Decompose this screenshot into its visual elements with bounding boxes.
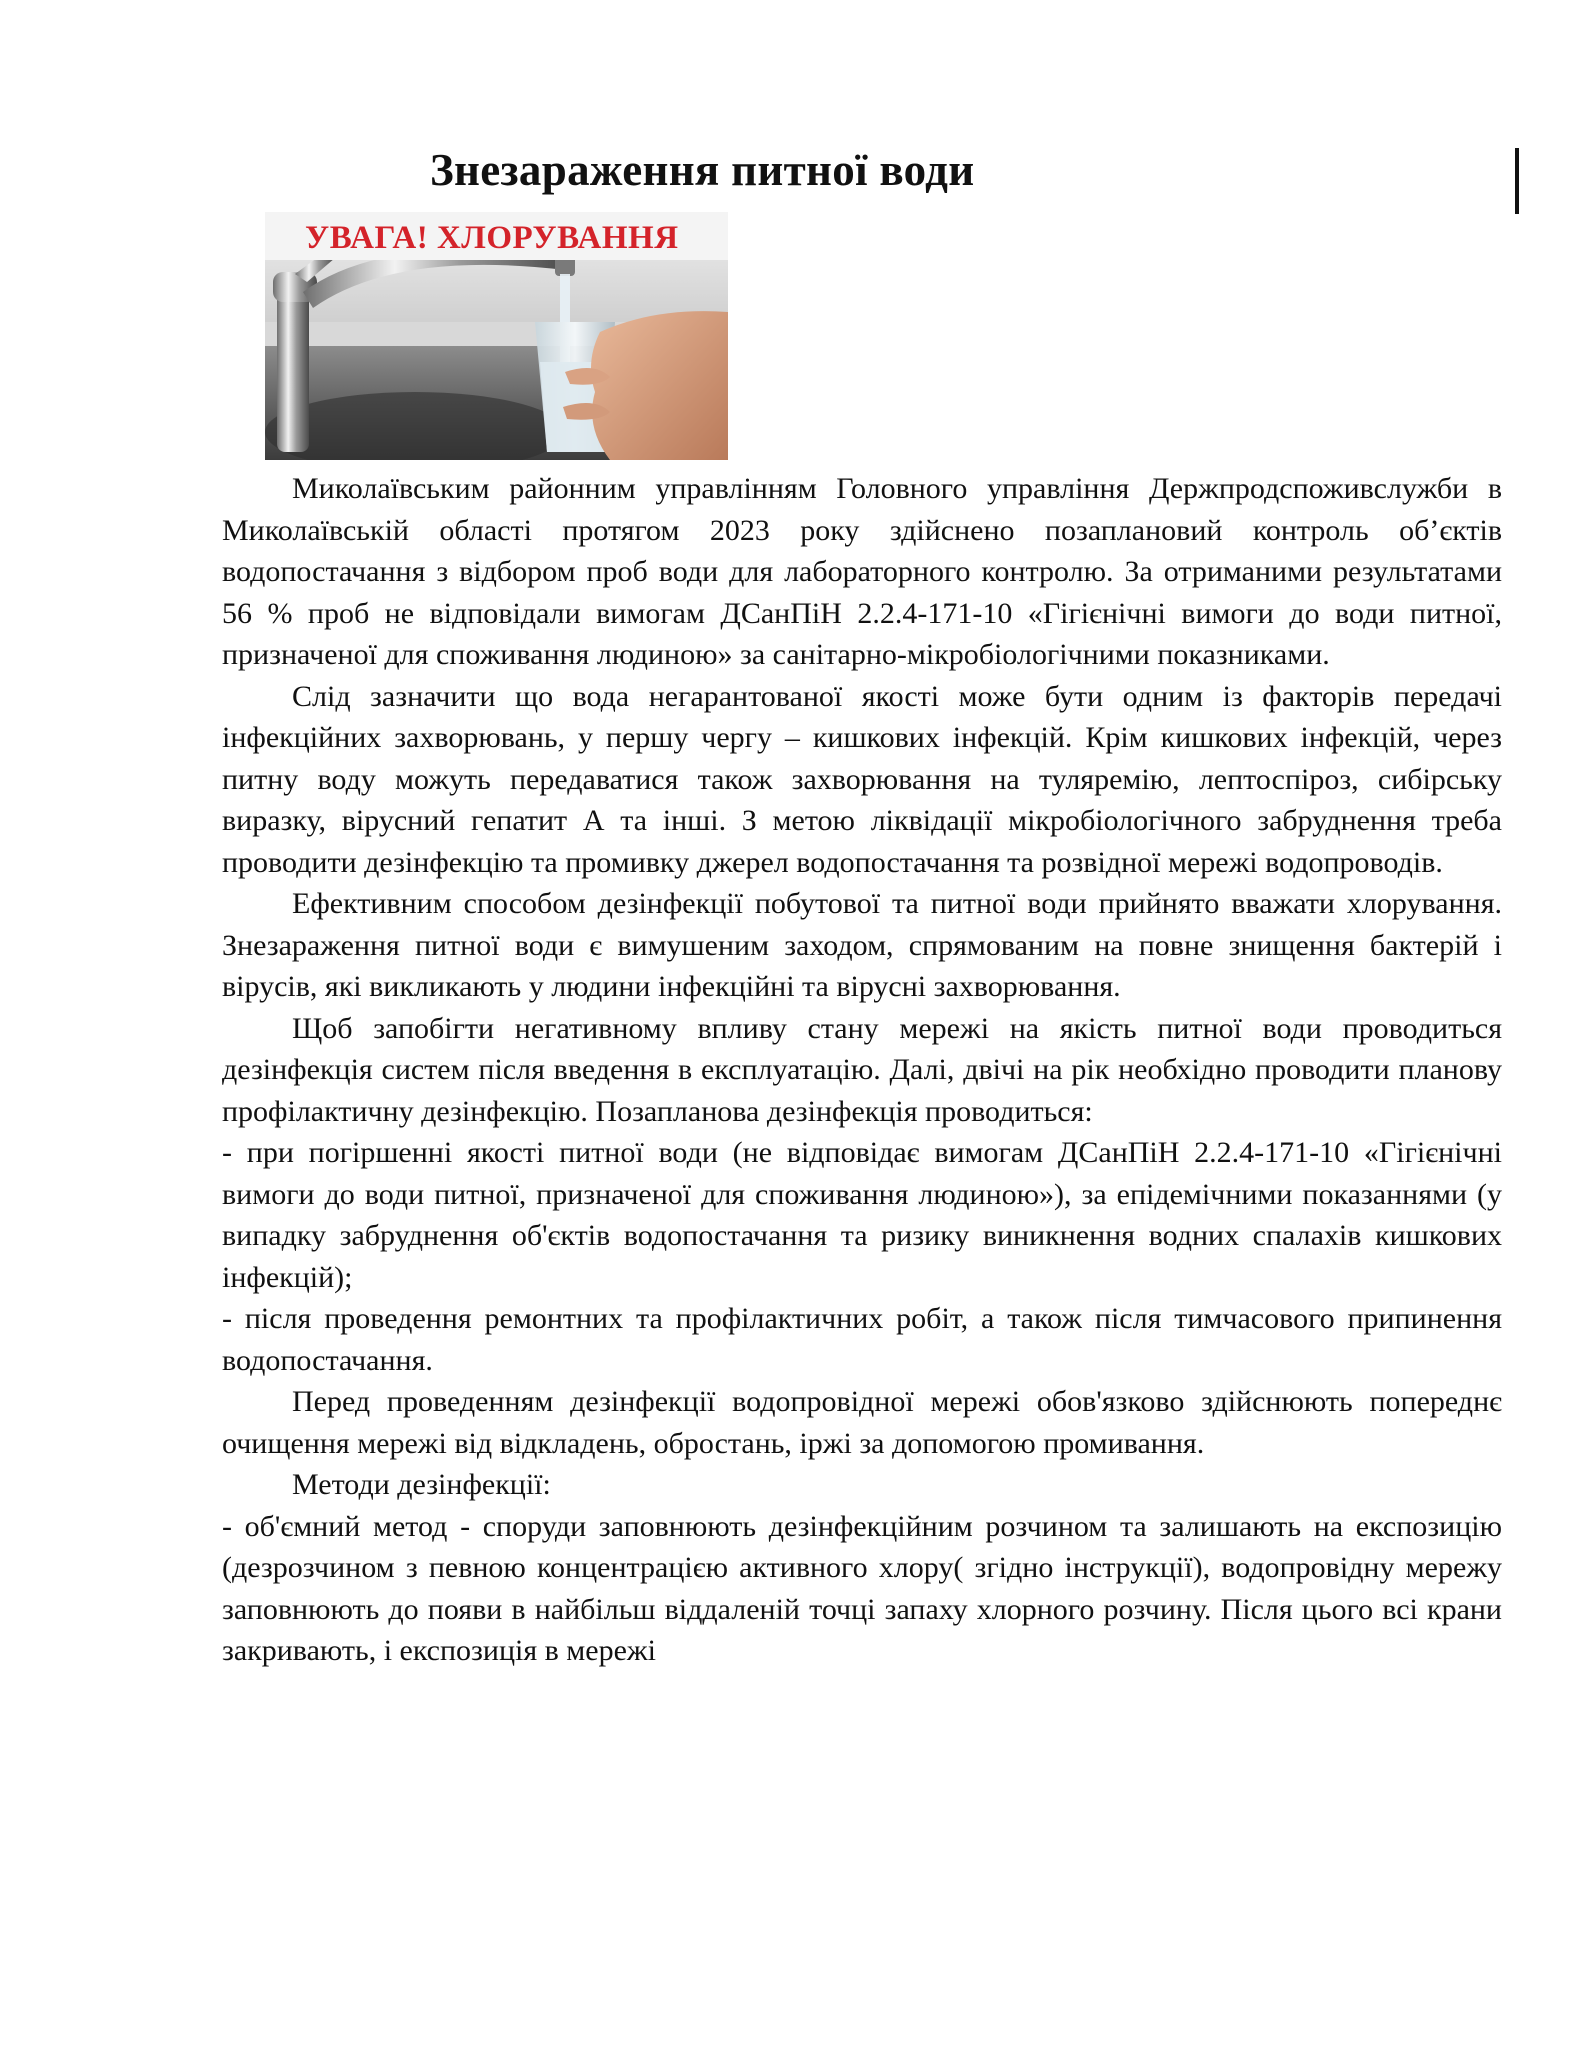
paragraph: Слід зазначити що вода негарантованої якості може бути одним із факторів передачі інфекційних захворювань, у першу чергу – кишкових інфекцій. Крім кишкових інфекцій, через питну воду можуть передаватися також захворювання на туляремію, лептоспіроз, сибірську виразку, вірусний гепатит А та інші. З метою ліквідації мікробіологічного забруднення треба проводити дезінфекцію та промивку джерел водопостачання та розвідної мережі водопроводів. [222, 679, 1502, 879]
paragraph: Щоб запобігти негативному впливу стану мережі на якість питної води проводиться дезінфекція систем після введення в експлуатацію. Далі, двічі на рік необхідно проводити планову профілактичну дезінфекцію. Позапланова дезінфекція проводиться: [222, 1011, 1502, 1128]
photo-banner [265, 212, 728, 260]
text-cursor [1515, 148, 1519, 214]
page-title: Знезараження питної води [430, 145, 975, 195]
body-text [222, 468, 1502, 1672]
banner-text: УВАГА! ХЛОРУВАННЯ [305, 220, 679, 256]
chlorination-photo [265, 212, 728, 460]
paragraph: Ефективним способом дезінфекції побутової та питної води прийнято вважати хлорування. Знезараження питної води є вимушеним заходом, спрямованим на повне знищення бактерій і вірусів, які викликають у людини інфекційні та вірусні захворювання. [222, 887, 1502, 1003]
paragraph: Методи дезінфекції: [292, 1468, 551, 1501]
paragraph: Миколаївським районним управлінням Головного управління Держпродспоживслужби в Миколаївській області протягом 2023 року здійснено позаплановий контроль об’єктів водопостачання з відбором проб води для лабораторного контролю. За отриманими результатами 56 % проб не відповідали вимогам ДСанПіН 2.2.4-171-10 «Гігієнічні вимоги до води питної, призначеної для споживання людиною» за санітарно-мікробіологічними показниками. [222, 472, 1502, 671]
paragraph: Перед проведенням дезінфекції водопровідної мережі обов'язково здійснюють попереднє очищення мережі від відкладень, обростань, іржі за допомогою промивання. [222, 1385, 1502, 1460]
list-item: - після проведення ремонтних та профілактичних робіт, а також після тимчасового припинення водопостачання. [222, 1302, 1502, 1377]
list-item: - об'ємний метод - споруди заповнюють дезінфекційним розчином та залишають на експозицію (дезрозчином з певною концентрацією активного хлору( згідно інструкції), водопровідну мережу заповнюють до появи в найбільш віддаленій точці запаху хлорного розчину. Після цього всі крани закривають, і експозиція в мережі [222, 1509, 1502, 1667]
list-item: - при погіршенні якості питної води (не відповідає вимогам ДСанПіН 2.2.4-171-10 «Гігієнічні вимоги до води питної, призначеної для споживання людиною»), за епідемічними показаннями (у випадку забруднення об'єктів водопостачання та ризику виникнення водних спалахів кишкових інфекцій); [222, 1136, 1502, 1294]
